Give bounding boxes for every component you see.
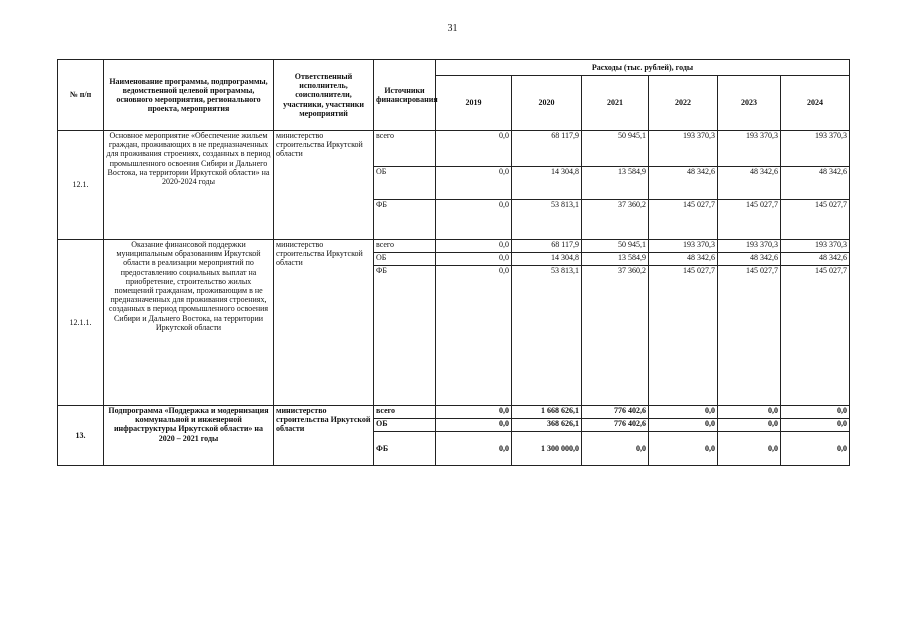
value-cell: 0,0 xyxy=(649,406,718,419)
value-cell: 145 027,7 xyxy=(781,266,850,406)
row-name: Подпрограмма «Поддержка и модернизация коммунальной и инженерной инфраструктуры Иркутской области» на 2020 – 2021 годы xyxy=(104,406,274,466)
header-no: № п/п xyxy=(58,60,104,131)
row-executor: министерство строительства Иркутской области xyxy=(274,240,374,406)
value-cell: 145 027,7 xyxy=(649,266,718,406)
source-cell: ФБ xyxy=(374,432,436,466)
header-name: Наименование программы, подпрограммы, ведомственной целевой программы, основного мероприятия, регионального проекта, мероприятия xyxy=(104,60,274,131)
value-cell: 0,0 xyxy=(649,419,718,432)
page-number: 31 xyxy=(447,23,458,34)
value-cell: 13 584,9 xyxy=(582,253,649,266)
header-year: 2020 xyxy=(512,76,582,131)
source-cell: ОБ xyxy=(374,253,436,266)
header-year: 2024 xyxy=(781,76,850,131)
value-cell: 0,0 xyxy=(436,266,512,406)
source-cell: ОБ xyxy=(374,167,436,200)
value-cell: 50 945,1 xyxy=(582,240,649,253)
value-cell: 0,0 xyxy=(781,406,850,419)
value-cell: 0,0 xyxy=(718,406,781,419)
value-cell: 0,0 xyxy=(436,131,512,167)
value-cell: 37 360,2 xyxy=(582,266,649,406)
row-executor: министерство строительства Иркутской области xyxy=(274,131,374,240)
value-cell: 0,0 xyxy=(436,406,512,419)
row-number: 13. xyxy=(58,406,104,466)
value-cell: 0,0 xyxy=(781,432,850,466)
value-cell: 193 370,3 xyxy=(649,131,718,167)
source-cell: ФБ xyxy=(374,200,436,240)
budget-table xyxy=(57,59,850,466)
value-cell: 0,0 xyxy=(436,432,512,466)
value-cell: 193 370,3 xyxy=(718,131,781,167)
value-cell: 145 027,7 xyxy=(718,266,781,406)
value-cell: 0,0 xyxy=(781,419,850,432)
value-cell: 37 360,2 xyxy=(582,200,649,240)
value-cell: 53 813,1 xyxy=(512,200,582,240)
value-cell: 1 300 000,0 xyxy=(512,432,582,466)
header-year: 2021 xyxy=(582,76,649,131)
source-cell: всего xyxy=(374,240,436,253)
value-cell: 48 342,6 xyxy=(649,253,718,266)
value-cell: 776 402,6 xyxy=(582,419,649,432)
source-cell: ОБ xyxy=(374,419,436,432)
header-year: 2023 xyxy=(718,76,781,131)
table-row xyxy=(58,240,850,253)
source-cell: всего xyxy=(374,406,436,419)
value-cell: 145 027,7 xyxy=(649,200,718,240)
value-cell: 776 402,6 xyxy=(582,406,649,419)
value-cell: 368 626,1 xyxy=(512,419,582,432)
value-cell: 0,0 xyxy=(718,432,781,466)
value-cell: 68 117,9 xyxy=(512,240,582,253)
value-cell: 68 117,9 xyxy=(512,131,582,167)
value-cell: 193 370,3 xyxy=(718,240,781,253)
row-number: 12.1.1. xyxy=(58,240,104,406)
header-expenses: Расходы (тыс. рублей), годы xyxy=(436,60,850,76)
header-source: Источники финансирования xyxy=(374,60,436,131)
value-cell: 145 027,7 xyxy=(781,200,850,240)
value-cell: 145 027,7 xyxy=(718,200,781,240)
value-cell: 0,0 xyxy=(436,253,512,266)
source-cell: всего xyxy=(374,131,436,167)
value-cell: 48 342,6 xyxy=(649,167,718,200)
table-row xyxy=(58,406,850,419)
value-cell: 48 342,6 xyxy=(718,253,781,266)
row-name: Основное мероприятие «Обеспечение жильем граждан, проживающих в не предназначенных для проживания строениях, созданных в период промышленного освоения Сибири и Дальнего Востока, на территории Иркутской области» на 2020-2024 годы xyxy=(104,131,274,240)
value-cell: 193 370,3 xyxy=(781,240,850,253)
value-cell: 50 945,1 xyxy=(582,131,649,167)
row-name: Оказание финансовой поддержки муниципальным образованиям Иркутской области в реализации мероприятий по предоставлению социальных выплат на приобретение, строительство жилых помещений гражданам, проживающим в не предназначенных для проживания строениях, созданных в период промышленного освоения Сибири и Дальнего Востока, на территории Иркутской области xyxy=(104,240,274,406)
value-cell: 193 370,3 xyxy=(649,240,718,253)
value-cell: 0,0 xyxy=(436,200,512,240)
header-year: 2019 xyxy=(436,76,512,131)
source-cell: ФБ xyxy=(374,266,436,406)
value-cell: 48 342,6 xyxy=(718,167,781,200)
table-row xyxy=(58,131,850,167)
row-executor: министерство строительства Иркутской области xyxy=(274,406,374,466)
value-cell: 0,0 xyxy=(436,167,512,200)
value-cell: 14 304,8 xyxy=(512,167,582,200)
value-cell: 0,0 xyxy=(718,419,781,432)
value-cell: 0,0 xyxy=(436,240,512,253)
value-cell: 193 370,3 xyxy=(781,131,850,167)
value-cell: 0,0 xyxy=(649,432,718,466)
value-cell: 48 342,6 xyxy=(781,253,850,266)
value-cell: 0,0 xyxy=(436,419,512,432)
value-cell: 14 304,8 xyxy=(512,253,582,266)
value-cell: 1 668 626,1 xyxy=(512,406,582,419)
value-cell: 0,0 xyxy=(582,432,649,466)
row-number: 12.1. xyxy=(58,131,104,240)
header-year: 2022 xyxy=(649,76,718,131)
value-cell: 48 342,6 xyxy=(781,167,850,200)
value-cell: 53 813,1 xyxy=(512,266,582,406)
header-executor: Ответственный исполнитель, соисполнители, участники, участники мероприятий xyxy=(274,60,374,131)
value-cell: 13 584,9 xyxy=(582,167,649,200)
